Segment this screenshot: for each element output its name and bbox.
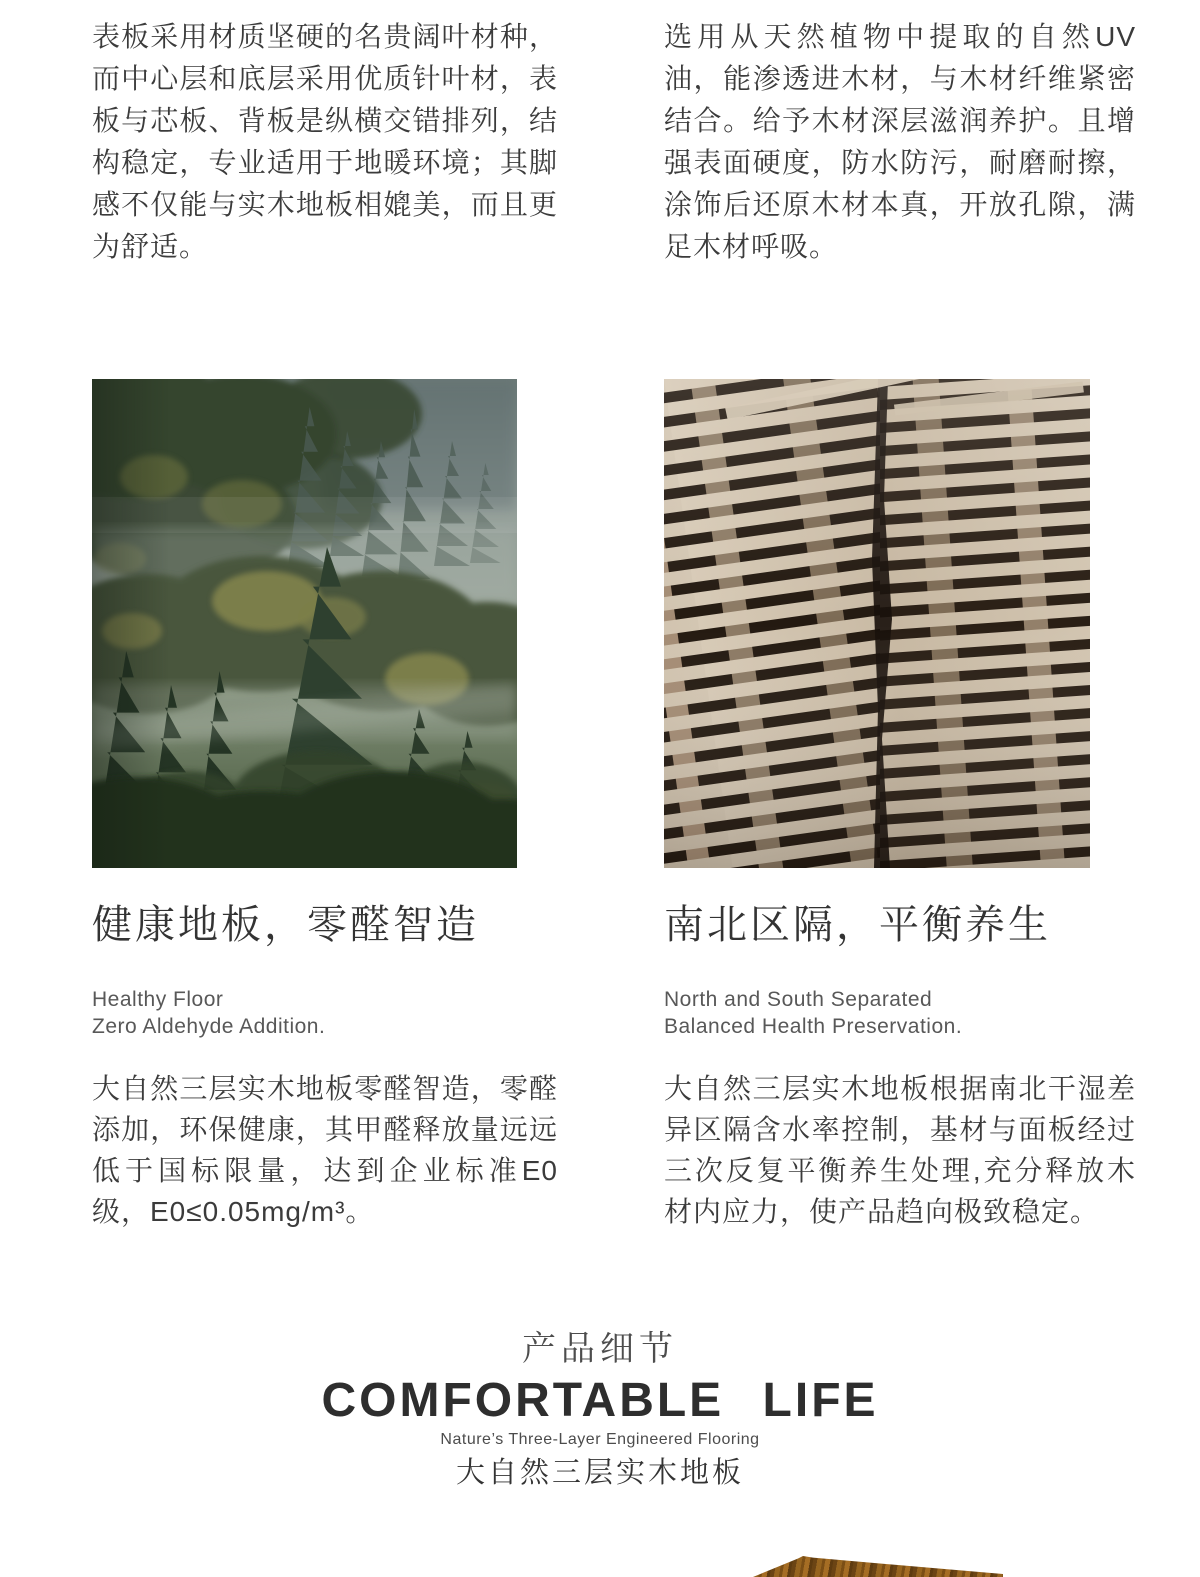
feature-title-north-south: 南北区隔，平衡养生 bbox=[664, 903, 1051, 947]
feature-title-healthy-floor: 健康地板，零醛智造 bbox=[92, 903, 479, 947]
lumber-stack-photo bbox=[664, 379, 1090, 868]
intro-paragraph-left: 表板采用材质坚硬的名贵阔叶材种，而中心层和底层采用优质针叶材，表板与芯板、背板是纵横交错排列，结构稳定，专业适用于地暖环境；其脚感不仅能与实木地板相媲美，而且更为舒适。 bbox=[92, 21, 558, 262]
intro-paragraph-right: 选用从天然植物中提取的自然UV油，能渗透进木材，与木材纤维紧密结合。给予木材深层滋润养护。且增强表面硬度，防水防污，耐磨耐擦，涂饰后还原木材本真，开放孔隙，满足木材呼吸。 bbox=[664, 21, 1136, 262]
wood-plank-corner-image bbox=[753, 1556, 1003, 1577]
feature-body-right: 大自然三层实木地板根据南北干湿差异区隔含水率控制，基材与面板经过三次反复平衡养生处理,充分释放木材内应力，使产品趋向极致稳定。 bbox=[664, 1073, 1136, 1227]
subtitle-line: Zero Aldehyde Addition. bbox=[92, 1015, 326, 1038]
forest-photo bbox=[92, 379, 517, 868]
feature-body-left: 大自然三层实木地板零醛智造，零醛添加，环保健康，其甲醛释放量远远低于国标限量，达到企业标准E0级，E0≤0.05mg/m³。 bbox=[92, 1073, 558, 1227]
feature-subtitle-en-left bbox=[92, 986, 558, 1040]
subtitle-line: Balanced Health Preservation. bbox=[664, 1015, 963, 1038]
section-brand: 大自然三层实木地板 bbox=[455, 1457, 744, 1489]
feature-subtitle-en-right bbox=[664, 986, 1136, 1040]
section-subtitle-en: Nature’s Three-Layer Engineered Flooring bbox=[440, 1431, 760, 1448]
subtitle-line: North and South Separated bbox=[664, 988, 933, 1011]
section-title: COMFORTABLE LIFE bbox=[321, 1374, 879, 1427]
section-footer bbox=[0, 1330, 1200, 1490]
section-kicker: 产品细节 bbox=[522, 1330, 678, 1368]
subtitle-line: Healthy Floor bbox=[92, 988, 224, 1011]
